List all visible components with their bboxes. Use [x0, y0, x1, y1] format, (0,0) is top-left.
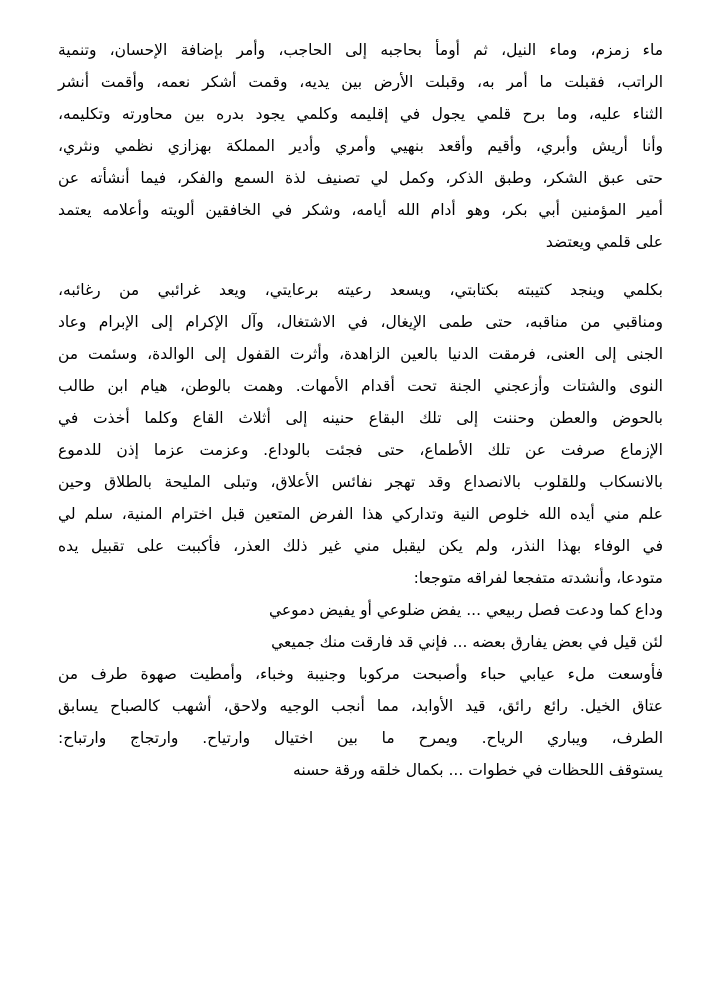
text-line: بالانسكاب وللقلوب بالانصداع وقد تهجر نفائس الأعلاق، وتبلى المليحة بالطلاق وحين: [58, 473, 663, 491]
text-line: الثناء عليه، وما برح قلمي يجول في إقليمه وكلمي يجود بدره بين محاورته وتكليمه،: [58, 105, 663, 123]
text-line: على قلمي ويعتضد: [545, 233, 663, 251]
text-line: في الوفاء بهذا النذر، ولم يكن ليقبل مني غير ذلك العذر، فأكببت على تقبيل يده: [58, 537, 663, 555]
paragraph-spacer: [58, 258, 663, 274]
text-line: الطرف، ويباري الرياح. ويمرح ما بين اختيال وارتياح. وارتجاج وارتباح:: [58, 729, 663, 747]
text-line: الإزماع صرفت عن تلك الأطماع، حتى فجئت بالوداع. وعزمت عزما إذن للدموع: [58, 441, 663, 459]
text-line: وأنا أريش وأبري، وأقيم وأقعد بنهيي وأمري وأدير المملكة بهزازي نظمي ونثري،: [58, 137, 663, 155]
text-line: بكلمي وينجد كتيبته بكتابتي، ويسعد رعيته برعايتي، ويعد غرائبي من رغائبه،: [58, 281, 663, 299]
verse-line: يستوقف اللحظات في خطوات ... بكمال خلقه ورقة حسنه: [293, 761, 663, 779]
text-line: الراتب، فقبلت ما أمر به، وقبلت الأرض بين يديه، وقمت أشكر نعمه، وأقمت أنشر: [58, 73, 663, 91]
text-line: النوى والشتات وأزعجني الجنة تحت أقدام الأمهات. وهمت بالوطن، هيام ابن طالب: [58, 377, 663, 395]
verse-line: لئن قيل في بعض يفارق بعضه ... فإني قد فارقت منك جميعي: [271, 633, 663, 651]
text-line: حتى عبق الشكر، وطبق الذكر، وكمل لي تصنيف لذة السمع والفكر، فيما أنشأته عن: [58, 169, 663, 187]
text-line: أمير المؤمنين أبي بكر، وهو أدام الله أيامه، وشكر في الخافقين ألويته وأعلامه يعتمد: [58, 201, 663, 219]
text-line: متودعا، وأنشدته متفجعا لفراقه متوجعا:: [413, 569, 663, 587]
document-page: [58, 34, 663, 786]
text-line: فأوسعت ملء عيابي حباء وأصبحت مركوبا وجنيبة وخباء، وأمطيت صهوة طرف من: [58, 665, 663, 683]
text-line: عتاق الخيل. رائع رائق، قيد الأوابد، مما أنجب الوجيه ولاحق، أشهب كالصباح يسابق: [58, 697, 663, 715]
text-line: بالحوض والعطن وحننت إلى تلك البقاع حنينه إلى أثلاث القاع وكلما أخذت في: [58, 409, 663, 427]
verse-line: وداع كما ودعت فصل ربيعي ... يفض ضلوعي أو يفيض دموعي: [269, 601, 663, 619]
text-line: الجنى إلى العنى، فرمقت الدنيا بالعين الزاهدة، وأثرت القفول إلى الوالدة، وسئمت من: [58, 345, 663, 363]
text-line: علم مني أيده الله خلوص النية وتداركي هذا الفرض المتعين قبل اخترام المنية، سلم لي: [58, 505, 663, 523]
text-line: ماء زمزم، وماء النيل، ثم أومأ بحاجبه إلى الحاجب، وأمر بإضافة الإحسان، وتنمية: [58, 41, 663, 59]
text-line: ومناقبي من مناقبه، حتى طمى الإيغال، في الاشتغال، وآل الإكرام إلى الإبرام وعاد: [58, 313, 663, 331]
paragraph-2: [58, 274, 663, 786]
paragraph-1: [58, 34, 663, 258]
